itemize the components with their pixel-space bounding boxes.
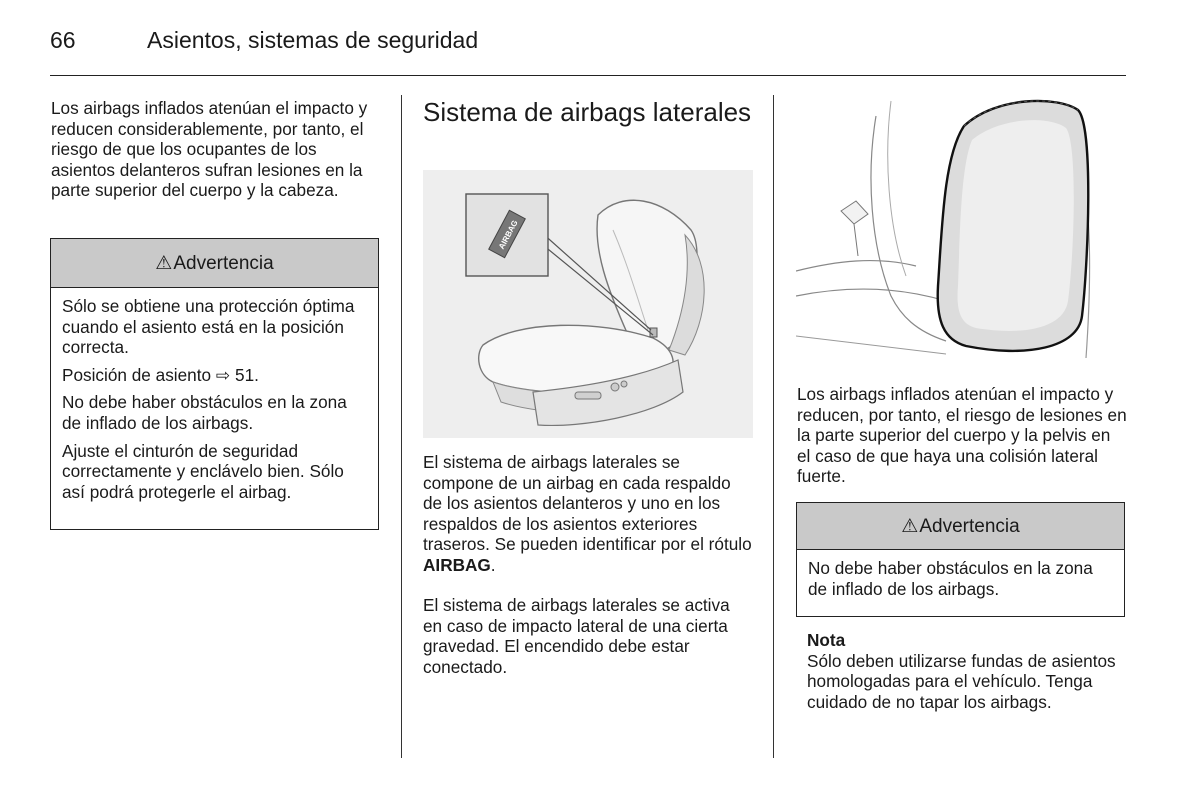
warning-body: [51, 288, 378, 508]
warning-header: [51, 239, 378, 288]
col2-paragraph-1: [423, 452, 753, 576]
warning-paragraph: Sólo se obtiene una protección óptima cuando el asiento está en la posición correcta.: [62, 296, 355, 358]
column-divider-right: [773, 95, 774, 758]
warning-paragraph: No debe haber obstáculos en la zona de inflado de los airbags.: [62, 392, 347, 433]
section-title: Asientos, sistemas de seguridad: [147, 27, 479, 53]
section-heading: Sistema de airbags laterales: [423, 97, 752, 127]
side-airbag-illustration: [796, 96, 1126, 358]
warning-header: [797, 503, 1124, 550]
ref-page: 51.: [235, 364, 259, 385]
header-rule: [50, 75, 1126, 76]
warning-title: Advertencia: [919, 516, 1020, 537]
note-block: [807, 630, 1117, 712]
note-title: Nota: [807, 630, 846, 650]
paragraph-end: .: [490, 554, 496, 575]
seat-illustration: [423, 170, 753, 438]
note-text: Sólo deben utilizarse fundas de asientos homologadas para el vehículo. Tenga cuidado de no tapar los airbags.: [807, 650, 1116, 712]
col2-paragraph-2: El sistema de airbags laterales se activa en caso de impacto lateral de una cierta gravedad. El encendido debe estar conectado.: [423, 595, 730, 677]
warning-paragraph: Ajuste el cinturón de seguridad correctamente y enclávelo bien. Sólo así podrá protegerle el airbag.: [62, 440, 344, 502]
warning-body: [797, 550, 1124, 605]
paragraph-text: El sistema de airbags laterales se compone de un airbag en cada respaldo de los asientos delanteros y uno en los respaldos de los asientos exteriores traseros. Se pueden identificar por el rótulo: [423, 452, 752, 555]
page-number: 66: [50, 27, 76, 53]
warning-triangle-icon: ⚠: [901, 516, 919, 537]
warning-triangle-icon: ⚠: [155, 253, 173, 274]
warning-box-right: [796, 502, 1125, 617]
warning-paragraph: No debe haber obstáculos en la zona de inflado de los airbags.: [808, 558, 1093, 599]
col3-intro: Los airbags inflados atenúan el impacto y reducen, por tanto, el riesgo de lesiones en la parte superior del cuerpo y la pelvis en el caso de que haya una colisión lateral fuerte.: [797, 384, 1127, 487]
airbag-bold-label: AIRBAG: [423, 554, 491, 575]
ref-text: Posición de asiento: [62, 364, 216, 385]
page-ref-arrow-icon: ⇨: [215, 364, 231, 385]
airbag-label-text: AIRBAG: [496, 218, 520, 251]
column-divider-left: [401, 95, 402, 758]
warning-paragraph-ref: [62, 365, 368, 386]
warning-title: Advertencia: [173, 253, 274, 274]
col1-intro: Los airbags inflados atenúan el impacto y reducen considerablemente, por tanto, el riesgo de que los ocupantes de los asientos delanteros sufran lesiones en la parte superior del cuerpo y la cabeza.: [51, 98, 368, 201]
warning-box-left: [50, 238, 379, 530]
